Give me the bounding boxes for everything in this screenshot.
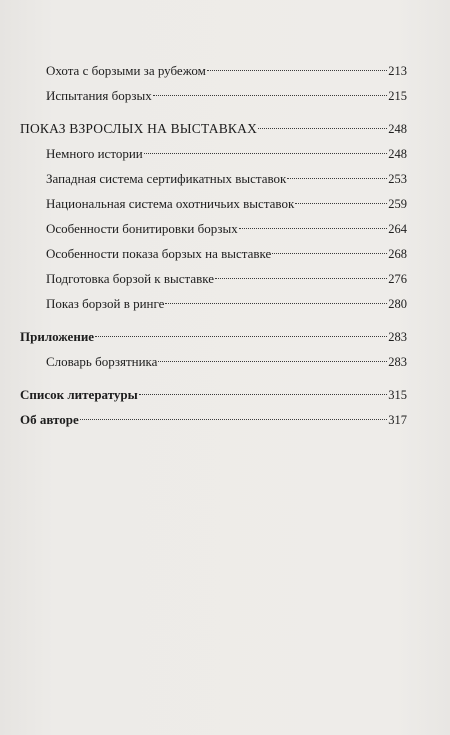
toc-leader-dots bbox=[287, 178, 387, 179]
toc-entry-page: 276 bbox=[388, 272, 407, 286]
toc-entry-title: Охота с борзыми за рубежом bbox=[46, 63, 206, 78]
toc-entry-page: 248 bbox=[388, 147, 407, 161]
toc-entry-page: 253 bbox=[388, 172, 407, 186]
toc-leader-dots bbox=[80, 419, 387, 420]
toc-entry-title: Особенности бонитировки борзых bbox=[46, 221, 238, 236]
toc-entry-page: 215 bbox=[388, 89, 407, 103]
toc-entry-page: 264 bbox=[388, 222, 407, 236]
toc-entry-title: Показ борзой в ринге bbox=[46, 296, 165, 311]
toc-section-heading bbox=[20, 116, 407, 141]
toc-leader-dots bbox=[139, 394, 387, 395]
toc-entry bbox=[20, 141, 407, 166]
toc-section-title: Об авторе bbox=[20, 412, 79, 427]
toc-entry-title: Западная система сертификатных выставок bbox=[46, 171, 287, 186]
toc-leader-dots bbox=[239, 228, 388, 229]
toc-entry bbox=[20, 291, 407, 316]
toc-entry bbox=[20, 166, 407, 191]
toc-leader-dots bbox=[165, 303, 387, 304]
toc-section-heading bbox=[20, 324, 407, 349]
toc-entry bbox=[20, 58, 407, 83]
toc-entry bbox=[20, 241, 407, 266]
toc-entry-page: 268 bbox=[388, 247, 407, 261]
toc-entry bbox=[20, 191, 407, 216]
toc-leader-dots bbox=[215, 278, 387, 279]
toc-entry bbox=[20, 83, 407, 108]
toc-leader-dots bbox=[95, 336, 387, 337]
toc-section-title: ПОКАЗ ВЗРОСЛЫХ НА ВЫСТАВКАХ bbox=[20, 121, 258, 136]
toc-section-heading bbox=[20, 407, 407, 432]
toc-section-page: 317 bbox=[388, 413, 407, 427]
toc-section-page: 283 bbox=[388, 330, 407, 344]
toc-entry-title: Словарь борзятника bbox=[46, 354, 158, 369]
toc-leader-dots bbox=[158, 361, 387, 362]
toc-entry-title: Подготовка борзой к выставке bbox=[46, 271, 215, 286]
toc-leader-dots bbox=[258, 128, 387, 129]
toc-leader-dots bbox=[144, 153, 387, 154]
table-of-contents bbox=[20, 58, 407, 432]
toc-entry-title: Немного истории bbox=[46, 146, 143, 161]
toc-section-page: 315 bbox=[388, 388, 407, 402]
toc-leader-dots bbox=[153, 95, 388, 96]
toc-entry bbox=[20, 349, 407, 374]
toc-entry-page: 280 bbox=[388, 297, 407, 311]
toc-entry-title: Испытания борзых bbox=[46, 88, 152, 103]
toc-entry-title: Национальная система охотничьих выставок bbox=[46, 196, 295, 211]
toc-leader-dots bbox=[207, 70, 387, 71]
toc-entry-page: 283 bbox=[388, 355, 407, 369]
toc-entry bbox=[20, 216, 407, 241]
toc-section-title: Приложение bbox=[20, 329, 95, 344]
toc-entry bbox=[20, 266, 407, 291]
toc-entry-page: 259 bbox=[388, 197, 407, 211]
toc-section-title: Список литературы bbox=[20, 387, 138, 402]
toc-section-heading bbox=[20, 382, 407, 407]
toc-entry-page: 213 bbox=[388, 64, 407, 78]
toc-leader-dots bbox=[295, 203, 387, 204]
toc-entry-title: Особенности показа борзых на выставке bbox=[46, 246, 272, 261]
toc-section-page: 248 bbox=[388, 122, 407, 136]
toc-leader-dots bbox=[272, 253, 387, 254]
